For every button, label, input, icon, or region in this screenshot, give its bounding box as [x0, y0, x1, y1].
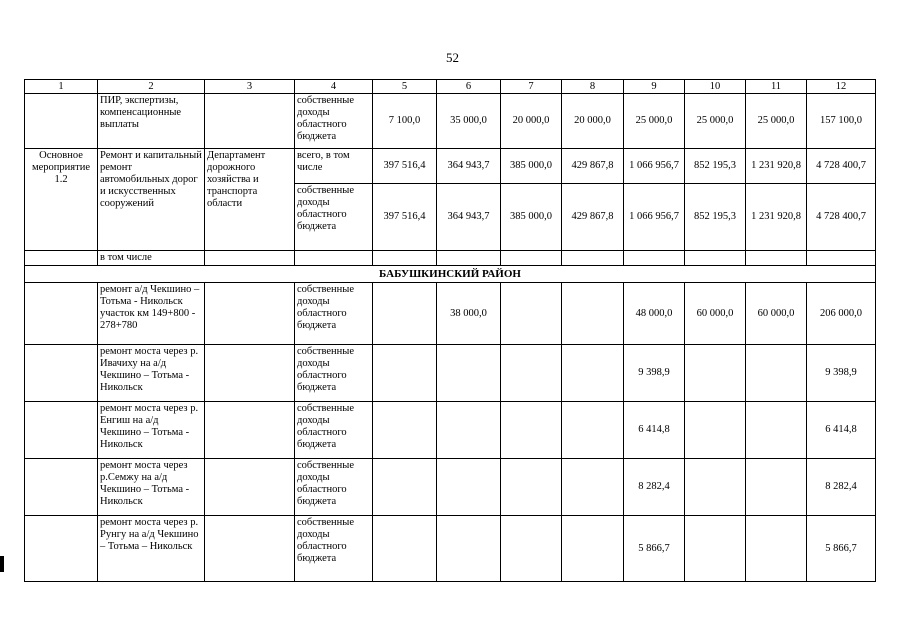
cell-value: [437, 402, 501, 459]
header-cell: 5: [373, 80, 437, 94]
cell-value: [562, 459, 624, 516]
cell-col2: в том числе: [98, 251, 205, 266]
table-row: [25, 94, 876, 149]
cell-value: 25 000,0: [685, 94, 746, 149]
cell-value: [562, 283, 624, 345]
cell-value: [437, 459, 501, 516]
cell-value: 8 282,4: [624, 459, 685, 516]
cell-col4: [295, 251, 373, 266]
cell-value: [685, 345, 746, 402]
cell-value: 364 943,7: [437, 184, 501, 251]
cell-value: [807, 251, 876, 266]
header-cell: 12: [807, 80, 876, 94]
cell-value: 5 866,7: [624, 516, 685, 582]
cell-value: [562, 251, 624, 266]
cell-value: 364 943,7: [437, 149, 501, 184]
cell-value: 397 516,4: [373, 184, 437, 251]
header-cell: 3: [205, 80, 295, 94]
cell-value: 1 231 920,8: [746, 149, 807, 184]
cell-value: [562, 345, 624, 402]
cell-col3: [205, 459, 295, 516]
cell-value: 206 000,0: [807, 283, 876, 345]
cell-value: 429 867,8: [562, 184, 624, 251]
cell-value: 429 867,8: [562, 149, 624, 184]
cell-value: 9 398,9: [624, 345, 685, 402]
cell-value: 9 398,9: [807, 345, 876, 402]
cell-value: 157 100,0: [807, 94, 876, 149]
cell-value: [746, 251, 807, 266]
cell-value: 5 866,7: [807, 516, 876, 582]
cell-col2: ремонт моста через р. Енгиш на а/д Чекшино – Тотьма - Никольск: [98, 402, 205, 459]
cell-col4: собственные доходы областного бюджета: [295, 184, 373, 251]
cell-col4: собственные доходы областного бюджета: [295, 345, 373, 402]
cell-col1: [25, 459, 98, 516]
cell-value: 48 000,0: [624, 283, 685, 345]
cell-value: 397 516,4: [373, 149, 437, 184]
table-row: [25, 283, 876, 345]
cell-col3: Департамент дорожного хозяйства и транспорта области: [205, 149, 295, 251]
cell-col1: [25, 94, 98, 149]
cell-col1: [25, 345, 98, 402]
cell-value: 25 000,0: [746, 94, 807, 149]
cell-value: [373, 345, 437, 402]
cell-col4: собственные доходы областного бюджета: [295, 459, 373, 516]
table-row: [25, 149, 876, 184]
cell-value: [501, 402, 562, 459]
cell-value: 20 000,0: [501, 94, 562, 149]
cell-col2: Ремонт и капитальный ремонт автомобильных дорог и искусственных сооружений: [98, 149, 205, 251]
header-cell: 2: [98, 80, 205, 94]
cell-value: [685, 516, 746, 582]
cell-value: 852 195,3: [685, 149, 746, 184]
cell-value: 8 282,4: [807, 459, 876, 516]
cell-value: 852 195,3: [685, 184, 746, 251]
cell-value: [501, 283, 562, 345]
cell-value: [562, 516, 624, 582]
table-header-row: [25, 80, 876, 94]
cell-col3: [205, 251, 295, 266]
cell-value: [562, 402, 624, 459]
cell-value: 4 728 400,7: [807, 149, 876, 184]
cell-col2: ремонт моста через р. Рунгу на а/д Чекшино – Тотьма – Никольск: [98, 516, 205, 582]
header-cell: 11: [746, 80, 807, 94]
cell-value: 35 000,0: [437, 94, 501, 149]
cell-col3: [205, 345, 295, 402]
cell-value: [746, 516, 807, 582]
cell-value: [501, 516, 562, 582]
cell-col4: собственные доходы областного бюджета: [295, 402, 373, 459]
cell-col2: ремонт моста через р.Семжу на а/д Чекшино – Тотьма - Никольск: [98, 459, 205, 516]
cell-value: [373, 402, 437, 459]
cell-value: 1 066 956,7: [624, 184, 685, 251]
cell-value: 6 414,8: [807, 402, 876, 459]
cell-col2: ремонт а/д Чекшино – Тотьма - Никольск участок км 149+800 - 278+780: [98, 283, 205, 345]
cell-value: [373, 516, 437, 582]
cell-col1: [25, 516, 98, 582]
header-cell: 4: [295, 80, 373, 94]
header-cell: 7: [501, 80, 562, 94]
header-cell: 6: [437, 80, 501, 94]
cell-col2: ПИР, экспертизы, компенсационные выплаты: [98, 94, 205, 149]
cell-value: [624, 251, 685, 266]
cell-value: [685, 402, 746, 459]
header-cell: 10: [685, 80, 746, 94]
cell-value: 385 000,0: [501, 184, 562, 251]
cell-col3: [205, 94, 295, 149]
cell-value: [437, 345, 501, 402]
cell-value: [373, 283, 437, 345]
cell-value: [437, 516, 501, 582]
table-row: [25, 402, 876, 459]
budget-table: [24, 79, 876, 582]
section-title: БАБУШКИНСКИЙ РАЙОН: [25, 266, 876, 283]
cell-value: [685, 251, 746, 266]
cell-value: [373, 251, 437, 266]
cell-col1: [25, 402, 98, 459]
cell-value: 20 000,0: [562, 94, 624, 149]
cell-value: [746, 345, 807, 402]
cell-col4: собственные доходы областного бюджета: [295, 516, 373, 582]
cell-value: [501, 459, 562, 516]
scan-mark: [0, 556, 4, 572]
cell-value: 60 000,0: [746, 283, 807, 345]
cell-value: [746, 459, 807, 516]
cell-value: [685, 459, 746, 516]
cell-col3: [205, 516, 295, 582]
cell-value: 38 000,0: [437, 283, 501, 345]
cell-value: [373, 459, 437, 516]
cell-value: [501, 345, 562, 402]
cell-value: 60 000,0: [685, 283, 746, 345]
cell-value: 6 414,8: [624, 402, 685, 459]
cell-value: 7 100,0: [373, 94, 437, 149]
cell-value: 1 066 956,7: [624, 149, 685, 184]
section-row: [25, 266, 876, 283]
cell-value: 4 728 400,7: [807, 184, 876, 251]
cell-value: 25 000,0: [624, 94, 685, 149]
header-cell: 9: [624, 80, 685, 94]
cell-col1: [25, 283, 98, 345]
cell-value: [501, 251, 562, 266]
cell-value: [746, 402, 807, 459]
cell-value: 385 000,0: [501, 149, 562, 184]
table-row: [25, 516, 876, 582]
table-row: [25, 459, 876, 516]
cell-value: [437, 251, 501, 266]
cell-col1: [25, 251, 98, 266]
cell-col2: ремонт моста через р. Ивачиху на а/д Чекшино – Тотьма - Никольск: [98, 345, 205, 402]
cell-col4: собственные доходы областного бюджета: [295, 94, 373, 149]
table-row: [25, 251, 876, 266]
cell-value: 1 231 920,8: [746, 184, 807, 251]
table-row: [25, 345, 876, 402]
header-cell: 8: [562, 80, 624, 94]
cell-col3: [205, 402, 295, 459]
cell-col4: собственные доходы областного бюджета: [295, 283, 373, 345]
page-number: 52: [446, 50, 459, 65]
cell-col3: [205, 283, 295, 345]
header-cell: 1: [25, 80, 98, 94]
cell-col4: всего, в том числе: [295, 149, 373, 184]
cell-col1: Основное мероприятие 1.2: [25, 149, 98, 251]
